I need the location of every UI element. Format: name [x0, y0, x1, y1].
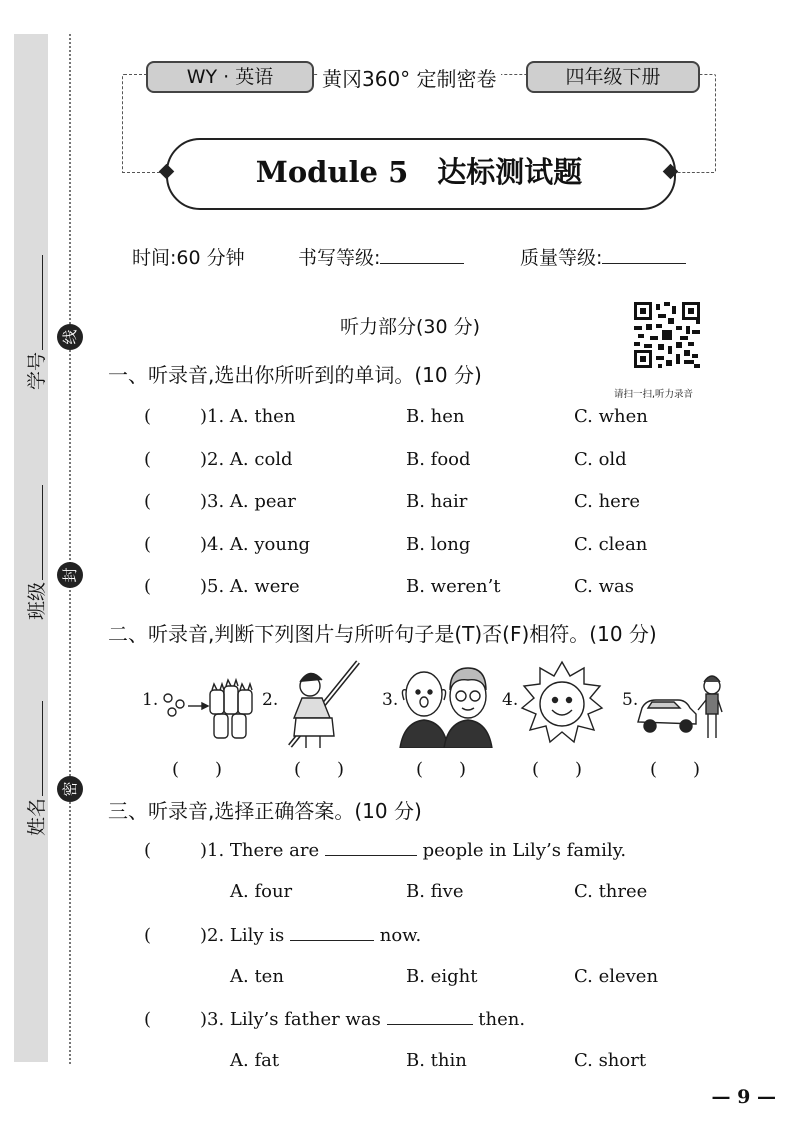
answer-paren[interactable]: ( — [144, 576, 152, 597]
s3-q2-option-b: B. eight — [406, 966, 478, 987]
s3-q2-option-a: A. ten — [230, 966, 284, 987]
s3-q2-blank[interactable] — [290, 926, 374, 941]
grade-tag: 四年级下册 — [526, 61, 700, 93]
s3-q3-blank[interactable] — [387, 1010, 473, 1025]
question-2-b: B. food — [406, 449, 471, 470]
quality-grade — [520, 243, 686, 270]
question-5-b: B. weren’t — [406, 576, 501, 597]
s3-q2-before: )2. Lily is — [200, 925, 285, 946]
writing-grade-label: 书写等级: — [298, 247, 381, 269]
page-number: — 9 — — [711, 1086, 776, 1108]
question-3-c: C. here — [574, 491, 641, 512]
time-info: 时间:60 分钟 — [132, 247, 245, 269]
answer-paren[interactable]: ( — [144, 406, 152, 427]
section1-title: 一、听录音,选出你所听到的单词。(10 分) — [108, 363, 482, 387]
s3-q3-after: then. — [478, 1009, 526, 1030]
picture-1-answer[interactable]: ( ) — [172, 759, 223, 780]
question-4-c: C. clean — [574, 534, 648, 555]
class-field[interactable] — [22, 460, 49, 620]
question-2-c: C. old — [574, 449, 627, 470]
answer-paren[interactable]: ( — [144, 925, 152, 946]
boy-by-car-icon — [636, 660, 728, 748]
old-couple-icon — [398, 660, 496, 748]
picture-5-number: 5. — [622, 690, 639, 710]
section3-title: 三、听录音,选择正确答案。(10 分) — [108, 799, 422, 823]
picture-4-answer[interactable]: ( ) — [532, 759, 583, 780]
seal-secret-mark: 密 — [57, 776, 83, 802]
class-blank[interactable] — [26, 485, 43, 580]
picture-3-answer[interactable]: ( ) — [416, 759, 467, 780]
s3-q3-before: )3. Lily’s father was — [200, 1009, 381, 1030]
question-1-a: )1. A. then — [200, 406, 296, 427]
s3-q3-option-c: C. short — [574, 1050, 647, 1071]
student-number-blank[interactable] — [26, 255, 43, 350]
picture-4-number: 4. — [502, 690, 519, 710]
s3-q1-option-b: B. five — [406, 881, 464, 902]
answer-paren[interactable]: ( — [144, 840, 152, 861]
question-1-b: B. hen — [406, 406, 465, 427]
s3-q3-option-a: A. fat — [230, 1050, 280, 1071]
picture-2-answer[interactable]: ( ) — [294, 759, 345, 780]
s3-q3-option-b: B. thin — [406, 1050, 467, 1071]
answer-paren[interactable]: ( — [144, 1009, 152, 1030]
name-blank[interactable] — [26, 701, 43, 796]
question-1-c: C. when — [574, 406, 648, 427]
smiling-sun-icon — [520, 660, 604, 748]
s3-q1-option-a: A. four — [230, 881, 293, 902]
seal-line-mark: 线 — [57, 324, 83, 350]
writing-grade — [298, 243, 464, 270]
class-label: 班级 — [26, 581, 48, 620]
question-3-a: )3. A. pear — [200, 491, 296, 512]
s3-question-2 — [200, 925, 421, 946]
answer-paren[interactable]: ( — [144, 449, 152, 470]
s3-q2-after: now. — [379, 925, 422, 946]
qr-caption: 请扫一扫,听力录音 — [614, 389, 694, 400]
page-title: Module 5 达标测试题 — [255, 155, 583, 189]
s3-q2-option-c: C. eleven — [574, 966, 659, 987]
section2-title: 二、听录音,判断下列图片与所听句子是(T)否(F)相符。(10 分) — [108, 622, 657, 646]
name-label: 姓名 — [26, 797, 48, 836]
student-number-field[interactable] — [22, 230, 49, 390]
tall-girl-ruler-icon — [280, 656, 370, 750]
question-5-a: )5. A. were — [200, 576, 300, 597]
quality-grade-blank[interactable] — [602, 245, 686, 264]
s3-q1-blank[interactable] — [325, 841, 417, 856]
s3-question-1 — [200, 840, 626, 861]
s3-question-3 — [200, 1009, 525, 1030]
question-5-c: C. was — [574, 576, 634, 597]
picture-3-number: 3. — [382, 690, 399, 710]
picture-2-number: 2. — [262, 690, 279, 710]
answer-paren[interactable]: ( — [144, 534, 152, 555]
subject-tag: WY · 英语 — [146, 61, 314, 93]
picture-5-answer[interactable]: ( ) — [650, 759, 701, 780]
s3-q1-option-c: C. three — [574, 881, 648, 902]
s3-q1-after: people in Lily’s family. — [422, 840, 627, 861]
student-number-label: 学号 — [26, 351, 48, 390]
series-name: 黄冈360° 定制密卷 — [318, 63, 501, 92]
kittens-growing-icon — [158, 660, 258, 748]
seal-seal-mark: 封 — [57, 562, 83, 588]
picture-1-number: 1. — [142, 690, 159, 710]
cut-line — [69, 34, 71, 1064]
question-2-a: )2. A. cold — [200, 449, 293, 470]
question-4-b: B. long — [406, 534, 471, 555]
quality-grade-label: 质量等级: — [520, 247, 603, 269]
s3-q1-before: )1. There are — [200, 840, 320, 861]
writing-grade-blank[interactable] — [380, 245, 464, 264]
question-3-b: B. hair — [406, 491, 468, 512]
qr-code-icon[interactable] — [634, 302, 700, 368]
answer-paren[interactable]: ( — [144, 491, 152, 512]
name-field[interactable] — [22, 676, 49, 836]
listening-heading: 听力部分(30 分) — [340, 316, 481, 338]
question-4-a: )4. A. young — [200, 534, 311, 555]
